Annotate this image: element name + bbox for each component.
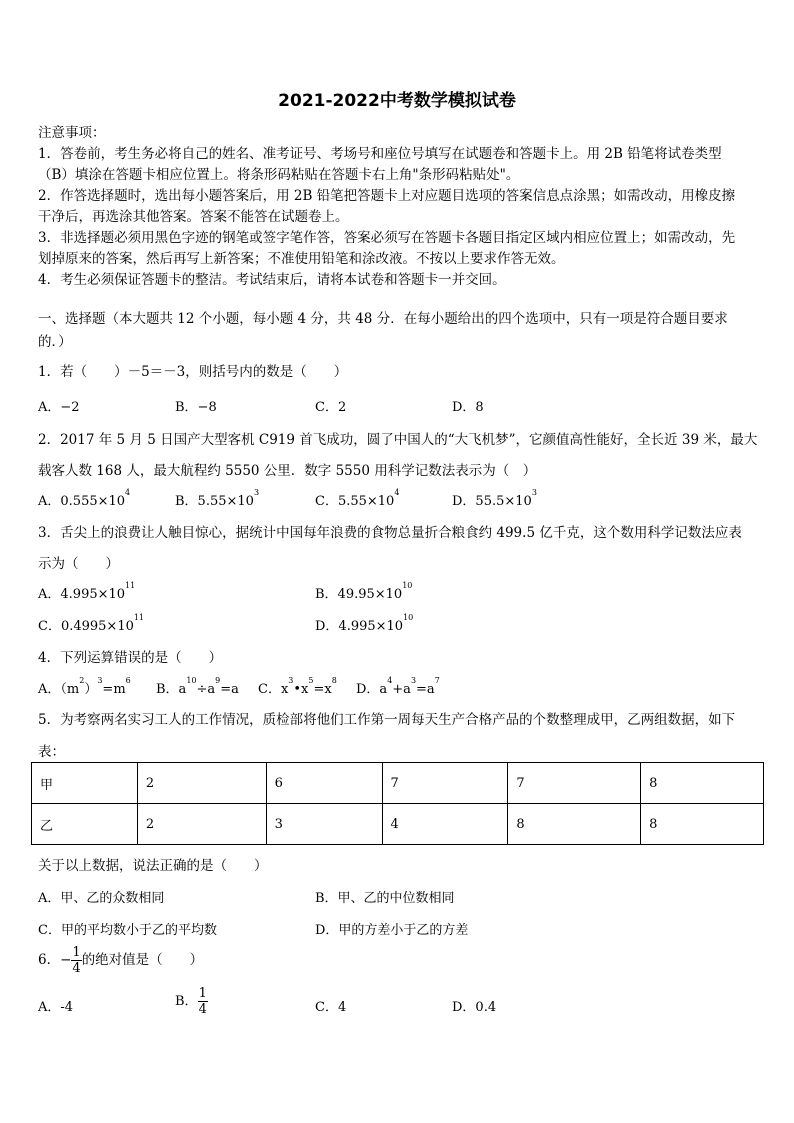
- q5-option-b: B．甲、乙的中位数相同: [315, 891, 455, 906]
- table-cell: 3: [266, 804, 382, 845]
- section-heading-cont: 的．）: [38, 334, 72, 350]
- q5-option-a: A．甲、乙的众数相同: [38, 891, 165, 906]
- q4-option-b: B．$a^{10}\div a^9=a$: [156, 676, 239, 697]
- table-row: [32, 804, 764, 845]
- q4-stem: 4．下列运算错误的是（ ）: [38, 650, 223, 666]
- table-cell: 7: [508, 763, 641, 804]
- q2-option-c: C．$5.55\times 10^4$: [315, 488, 400, 509]
- table-cell: 乙: [32, 804, 138, 845]
- q6-option-a: A．-4: [38, 1000, 74, 1015]
- q2-option-b: B．$5.55\times 10^3$: [175, 488, 260, 509]
- table-cell: 7: [382, 763, 508, 804]
- q3-stem: 3．舌尖上的浪费让人触目惊心，据统计中国每年浪费的食物总量折合粮食约 499.5 亿千克，这个数用科学记数法应表: [38, 525, 742, 541]
- data-table: [31, 762, 764, 845]
- q4-option-a: A．$(m^2)^3=m^6$: [38, 676, 131, 697]
- notice-line: 3．非选择题必须用黑色字迹的钢笔或签字笔作答，答案必须写在答题卡各题目指定区域内相应位置上；如需改动，先: [38, 230, 736, 246]
- table-cell: 2: [137, 763, 266, 804]
- notice-line: 4．考生必须保证答题卡的整洁。考试结束后，请将本试卷和答题卡一并交回。: [38, 272, 506, 288]
- q4-option-d: D．$a^4+a^3=a^7$: [356, 676, 440, 697]
- q6-option-d: D．0.4: [452, 1000, 497, 1015]
- q4-option-c: C．$x^3•x^5=x^8$: [258, 676, 337, 697]
- notice-line: 1．答卷前，考生务必将自己的姓名、准考证号、考场号和座位号填写在试题卷和答题卡上。用 2B 铅笔将试卷类型: [38, 146, 722, 162]
- q2-option-d: D．$55.5\times 10^3$: [452, 488, 537, 509]
- q2-option-a: A．$0.555\times 10^4$: [38, 488, 131, 509]
- notice-line: 划掉原来的答案，然后再写上新答案；不准使用铅笔和涂改液。不按以上要求作答无效。: [38, 251, 565, 267]
- table-cell: 8: [641, 804, 764, 845]
- q5-option-c: C．甲的平均数小于乙的平均数: [38, 923, 217, 938]
- page-title: 2021-2022中考数学模拟试卷: [278, 91, 516, 111]
- table-cell: 8: [641, 763, 764, 804]
- q1-option-c: C．2: [315, 400, 347, 415]
- table-cell: 8: [508, 804, 641, 845]
- q1-option-b: B．−8: [175, 400, 217, 415]
- q3-option-c: C．$0.4995\times 10^{11}$: [38, 613, 145, 634]
- notice-line: 干净后，再选涂其他答案。答案不能答在试题卷上。: [38, 209, 349, 225]
- q5-stem-cont: 表：: [38, 744, 65, 760]
- table-cell: 4: [382, 804, 508, 845]
- q3-option-b: B．$49.95\times 10^{10}$: [315, 581, 413, 602]
- q2-stem: 2．2017 年 5 月 5 日国产大型客机 C919 首飞成功，圆了中国人的“大飞机梦”，它颜值高性能好，全长近 39 米，最大: [38, 432, 758, 448]
- q5-stem: 5．为考察两名实习工人的工作情况，质检部将他们工作第一周每天生产合格产品的个数整理成甲，乙两组数据，如下: [38, 712, 736, 728]
- q3-option-a: A．$4.995\times 10^{11}$: [38, 581, 136, 602]
- q5-question: 关于以上数据，说法正确的是（ ）: [38, 858, 268, 874]
- fraction: $\frac{1}{4}$: [198, 986, 207, 1017]
- notice-heading: 注意事项：: [38, 125, 106, 141]
- notice-line: （B）填涂在答题卡相应位置上。将条形码粘贴在答题卡右上角"条形码粘贴处"。: [38, 167, 520, 183]
- q3-stem-cont: 示为（ ）: [38, 556, 119, 572]
- q3-option-d: D．$4.995\times 10^{10}$: [315, 613, 414, 634]
- q1-option-a: A．−2: [38, 400, 80, 415]
- notice-line: 2．作答选择题时，选出每小题答案后，用 2B 铅笔把答题卡上对应题目选项的答案信息点涂黑；如需改动，用橡皮擦: [38, 188, 736, 204]
- q1-option-d: D．8: [452, 400, 484, 415]
- q6-option-b: B． $\frac{1}{4}$: [175, 986, 207, 1017]
- table-cell: 2: [137, 804, 266, 845]
- table-cell: 甲: [32, 763, 138, 804]
- table-cell: 6: [266, 763, 382, 804]
- q2-stem-cont: 载客人数 168 人，最大航程约 5550 公里．数字 5550 用科学记数法表示为（ ）: [38, 463, 537, 479]
- fraction: $\frac{1}{4}$: [72, 945, 81, 976]
- section-heading: 一、选择题（本大题共 12 个小题，每小题 4 分，共 48 分．在每小题给出的四个选项中，只有一项是符合题目要求: [38, 311, 728, 327]
- table-row: [32, 763, 764, 804]
- q6-stem: 6．− $\frac{1}{4}$ 的绝对值是（ ）: [38, 945, 204, 976]
- q6-option-c: C．4: [315, 1000, 347, 1015]
- q1-stem: 1．若（ ）－5＝－3，则括号内的数是（ ）: [38, 364, 348, 380]
- q5-option-d: D．甲的方差小于乙的方差: [315, 923, 469, 938]
